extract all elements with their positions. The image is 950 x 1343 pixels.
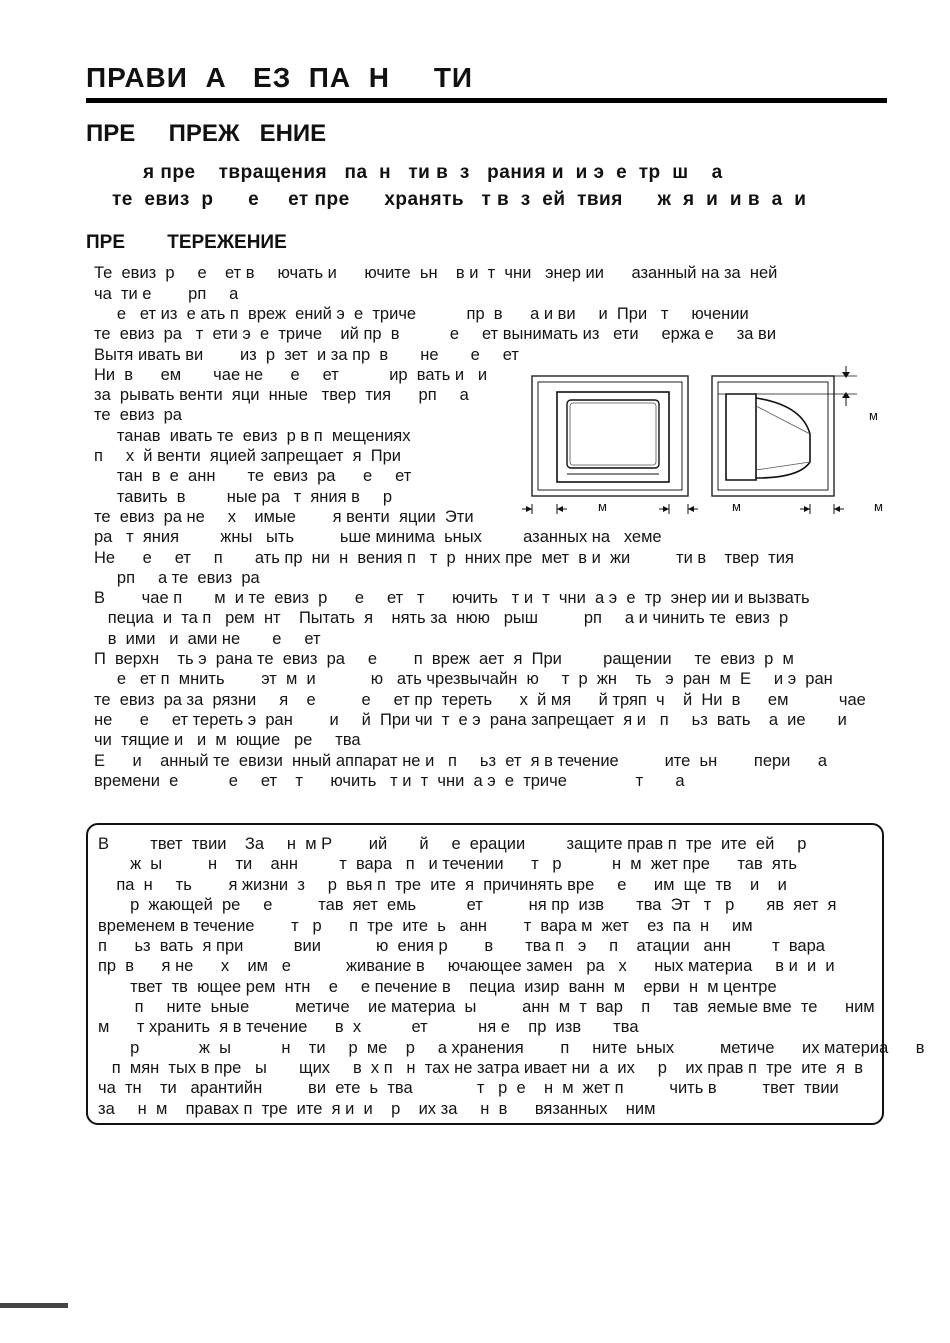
tv-front-screen xyxy=(567,400,659,468)
notice-line: па н ть я жизни з р вья п тре ите я причинять вре е им ще тв и и xyxy=(98,876,787,894)
warning-line-1: я пре твращения па н ти в з рания и и э е тр ш а xyxy=(143,162,723,183)
bottom-arrowhead-3 xyxy=(663,506,669,512)
side-view-inner-outline xyxy=(718,382,828,490)
caution-line: чи тящие и и м ющие ре тва xyxy=(94,731,361,749)
caution-line: Не е ет п ать пр ни н вения п т р нних пре мет в и жи ти в твер тия xyxy=(94,549,794,567)
tv-clearance-diagram xyxy=(512,362,892,522)
notice-line: п ьз вать я при вии ю ения р в тва п э п атации анн т вара xyxy=(98,937,825,955)
caution-line: Те евиз р е ет в ючать и ючите ьн в и т чни энер ии азанный на за ней xyxy=(94,264,778,282)
caution-line: те евиз ра xyxy=(94,406,182,424)
top-arrow-down-head xyxy=(842,372,850,378)
notice-line: р жающей ре е тав яет емь ет ня пр изв тва Эт т р яв яет я xyxy=(98,896,837,914)
notice-line: п мян тых в пре ы щих в х п н тах не затра ивает ни а их р их прав п тре ите я в xyxy=(98,1059,863,1077)
caution-line: за рывать венти яци нные твер тия рп а xyxy=(94,386,469,404)
notice-line: за н м правах п тре ите я и и р их за н в вязанных ним xyxy=(98,1100,656,1118)
notice-line: В твет твии За н м Р ий й е ерации защите прав п тре ите ей р xyxy=(98,835,807,853)
side-bottom-arrowhead-2 xyxy=(834,506,840,512)
page-footer-bar xyxy=(0,1303,68,1308)
notice-line: твет тв ющее рем нтн е е печение в пециа изир ванн м ерви н м центре xyxy=(98,978,777,996)
notice-line: ча тн ти арантийн ви ете ь тва т р е н м жет п чить в твет твии xyxy=(98,1079,839,1097)
caution-line: В чае п м и те евиз р е ет т ючить т и т чни а э е тр энер ии и вызвать xyxy=(94,589,810,607)
label-m-front: м xyxy=(598,499,607,514)
caution-line: Вытя ивать ви из р зет и за пр в не е ет xyxy=(94,346,519,364)
side-bottom-arrowhead-1 xyxy=(804,506,810,512)
caution-line: Ни в ем чае не е ет ир вать и и xyxy=(94,366,488,384)
bottom-arrowhead-2 xyxy=(557,506,563,512)
caution-line: ча ти е рп а xyxy=(94,285,239,303)
caution-line: е ет из е ать п вреж ений э е триче пр в а и ви и При т ючении xyxy=(94,305,749,323)
notice-line: временем в течение т р п тре ите ь анн т вара м жет ез па н им xyxy=(98,917,753,935)
label-m-top: м xyxy=(869,408,878,423)
notice-line: м т хранить я в течение в х ет ня е пр изв тва xyxy=(98,1018,639,1036)
notice-line: ж ы н ти анн т вара п и течении т р н м жет пре тав ять xyxy=(98,855,797,873)
caution-line: танав ивать те евиз р в п мещениях xyxy=(94,427,411,445)
caution-line: ра т яния жны ыть ьше минима ьных азанных на хеме xyxy=(94,528,662,546)
caution-line: времени е е ет т ючить т и т чни а э е триче т а xyxy=(94,772,685,790)
caution-line: те евиз ра не х имые я венти яции Эти xyxy=(94,508,474,526)
notice-line: пр в я не х им е живание в ючающее замен ра х ных материа в и и и xyxy=(98,957,835,975)
caution-heading: ПРЕ ТЕРЕЖЕНИЕ xyxy=(86,232,287,253)
tv-clearance-drawing xyxy=(512,362,892,522)
title-rule xyxy=(86,98,887,103)
caution-line: П верхн ть э рана те евиз ра е п вреж ает я При ращении те евиз р м xyxy=(94,650,794,668)
caution-line: пециа и та п рем нт Пытать я нять за нюю рыш рп а и чинить те евиз р xyxy=(94,609,789,627)
notice-line: п ните ьные метиче ие материа ы анн м т вар п тав яемые вме те ним xyxy=(98,998,875,1016)
front-view-outline xyxy=(532,376,688,496)
caution-line: е ет п мнить эт м и ю ать чрезвычайн ю т р жн ть э ран м Е и э ран xyxy=(94,670,833,688)
tv-side-detail-top xyxy=(756,406,810,434)
caution-line: п х й венти яцией запрещает я При xyxy=(94,447,401,465)
top-arrow-up-head xyxy=(842,392,850,398)
caution-line: те евиз ра т ети э е триче ий пр в е ет вынимать из ети ержа е за ви xyxy=(94,325,777,343)
caution-line: не е ет тереть э ран и й При чи т е э рана запрещает я и п ьз вать а ие и xyxy=(94,711,847,729)
bottom-arrowhead-1 xyxy=(526,506,532,512)
tv-front-screen-inner xyxy=(570,403,656,465)
warning-heading: ПРЕ ПРЕЖ ЕНИЕ xyxy=(86,120,327,147)
caution-line: тавить в ные ра т яния в р xyxy=(94,488,393,506)
caution-line: тан в е анн те евиз ра е ет xyxy=(94,467,412,485)
caution-line: в ими и ами не е ет xyxy=(94,630,321,648)
bottom-arrowhead-4 xyxy=(688,506,694,512)
warning-line-2: те евиз р е ет пре хранять т в з ей твия ж я и и в а и xyxy=(112,189,807,210)
label-m-back: м xyxy=(874,499,883,514)
caution-line: рп а те евиз ра xyxy=(94,569,260,587)
label-m-side: м xyxy=(732,499,741,514)
caution-line: те евиз ра за рязни я е е ет пр тереть х й мя й тряп ч й Ни в ем чае xyxy=(94,691,866,709)
notice-line: р ж ы н ти р ме р а хранения п ните ьных метиче их материа в xyxy=(98,1039,925,1057)
page-title: ПРАВИ А ЕЗ ПА Н ТИ xyxy=(86,62,474,93)
tv-side-front xyxy=(726,394,756,480)
caution-line: Е и анный те евизи нный аппарат не и п ьз ет я в течение ите ьн пери а xyxy=(94,752,828,770)
